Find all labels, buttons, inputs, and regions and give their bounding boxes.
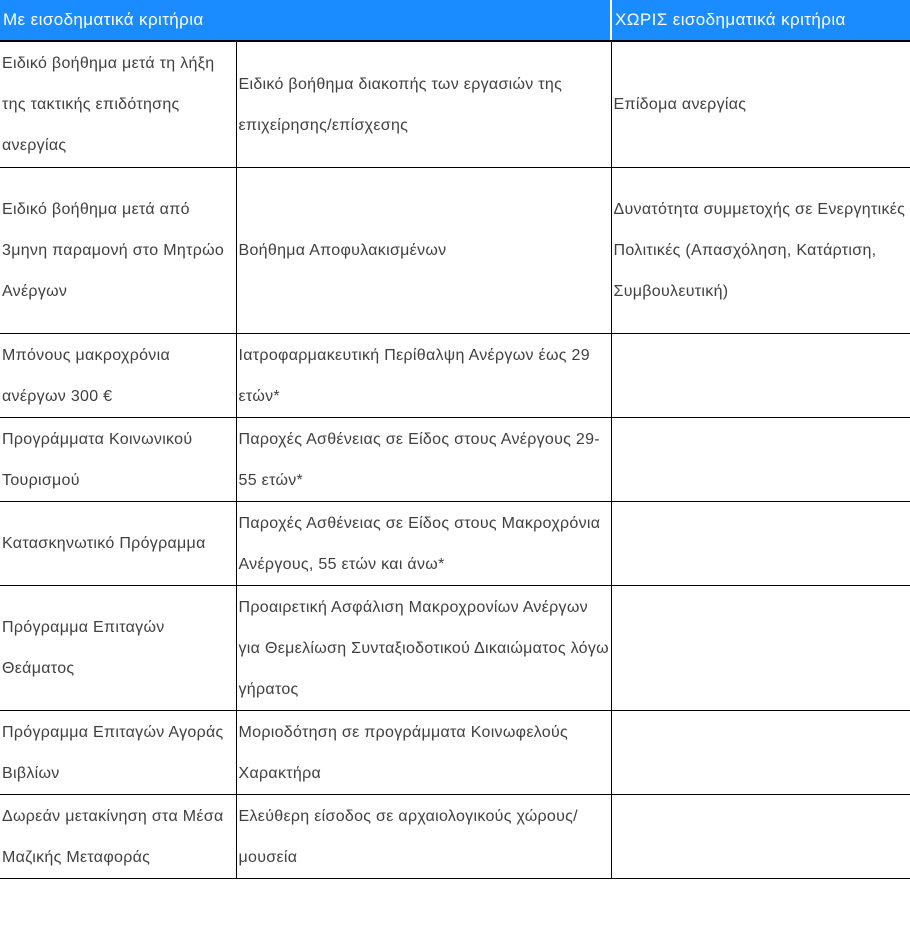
table-cell <box>611 502 910 586</box>
table-cell: Δωρεάν μετακίνηση στα Μέσα Μαζικής Μεταφοράς <box>0 795 236 879</box>
table-cell: Πρόγραμμα Επιταγών Αγοράς Βιβλίων <box>0 711 236 795</box>
table-row <box>0 502 910 586</box>
table-row <box>0 711 910 795</box>
table-cell <box>611 586 910 711</box>
table-cell: Μπόνους μακροχρόνια ανέργων 300 € <box>0 334 236 418</box>
table-row <box>0 41 910 168</box>
table-cell: Βοήθημα Αποφυλακισμένων <box>236 168 611 334</box>
header-with-income-criteria: Με εισοδηματικά κριτήρια <box>0 0 611 41</box>
table-cell: Πρόγραμμα Επιταγών Θεάματος <box>0 586 236 711</box>
header-without-income-criteria: ΧΩΡΙΣ εισοδηματικά κριτήρια <box>611 0 910 41</box>
table-cell: Προαιρετική Ασφάλιση Μακροχρονίων Ανέργων για Θεμελίωση Συνταξιοδοτικού Δικαιώματος λόγω γήρατος <box>236 586 611 711</box>
table-cell <box>611 418 910 502</box>
table-cell: Ιατροφαρμακευτική Περίθαλψη Ανέργων έως 29 ετών* <box>236 334 611 418</box>
table-cell: Κατασκηνωτικό Πρόγραμμα <box>0 502 236 586</box>
table-cell: Μοριοδότηση σε προγράμματα Κοινωφελούς Χαρακτήρα <box>236 711 611 795</box>
table-header-row <box>0 0 910 41</box>
table-cell: Ελεύθερη είσοδος σε αρχαιολογικούς χώρους/ μουσεία <box>236 795 611 879</box>
table-cell <box>611 334 910 418</box>
table-row <box>0 334 910 418</box>
table-cell: Παροχές Ασθένειας σε Είδος στους Μακροχρόνια Ανέργους, 55 ετών και άνω* <box>236 502 611 586</box>
table-row <box>0 586 910 711</box>
table-cell <box>611 711 910 795</box>
table-cell: Ειδικό βοήθημα διακοπής των εργασιών της επιχείρησης/επίσχεσης <box>236 41 611 168</box>
table-cell: Παροχές Ασθένειας σε Είδος στους Ανέργους 29-55 ετών* <box>236 418 611 502</box>
table-cell: Επίδομα ανεργίας <box>611 41 910 168</box>
table-row <box>0 418 910 502</box>
table-cell: Προγράμματα Κοινωνικού Τουρισμού <box>0 418 236 502</box>
table-row <box>0 795 910 879</box>
table-cell: Δυνατότητα συμμετοχής σε Ενεργητικές Πολιτικές (Απασχόληση, Κατάρτιση, Συμβουλευτική) <box>611 168 910 334</box>
table-cell: Ειδικό βοήθημα μετά τη λήξη της τακτικής επιδότησης ανεργίας <box>0 41 236 168</box>
table-cell <box>611 795 910 879</box>
table-cell: Ειδικό βοήθημα μετά από 3μηνη παραμονή στο Μητρώο Ανέργων <box>0 168 236 334</box>
table-row <box>0 168 910 334</box>
